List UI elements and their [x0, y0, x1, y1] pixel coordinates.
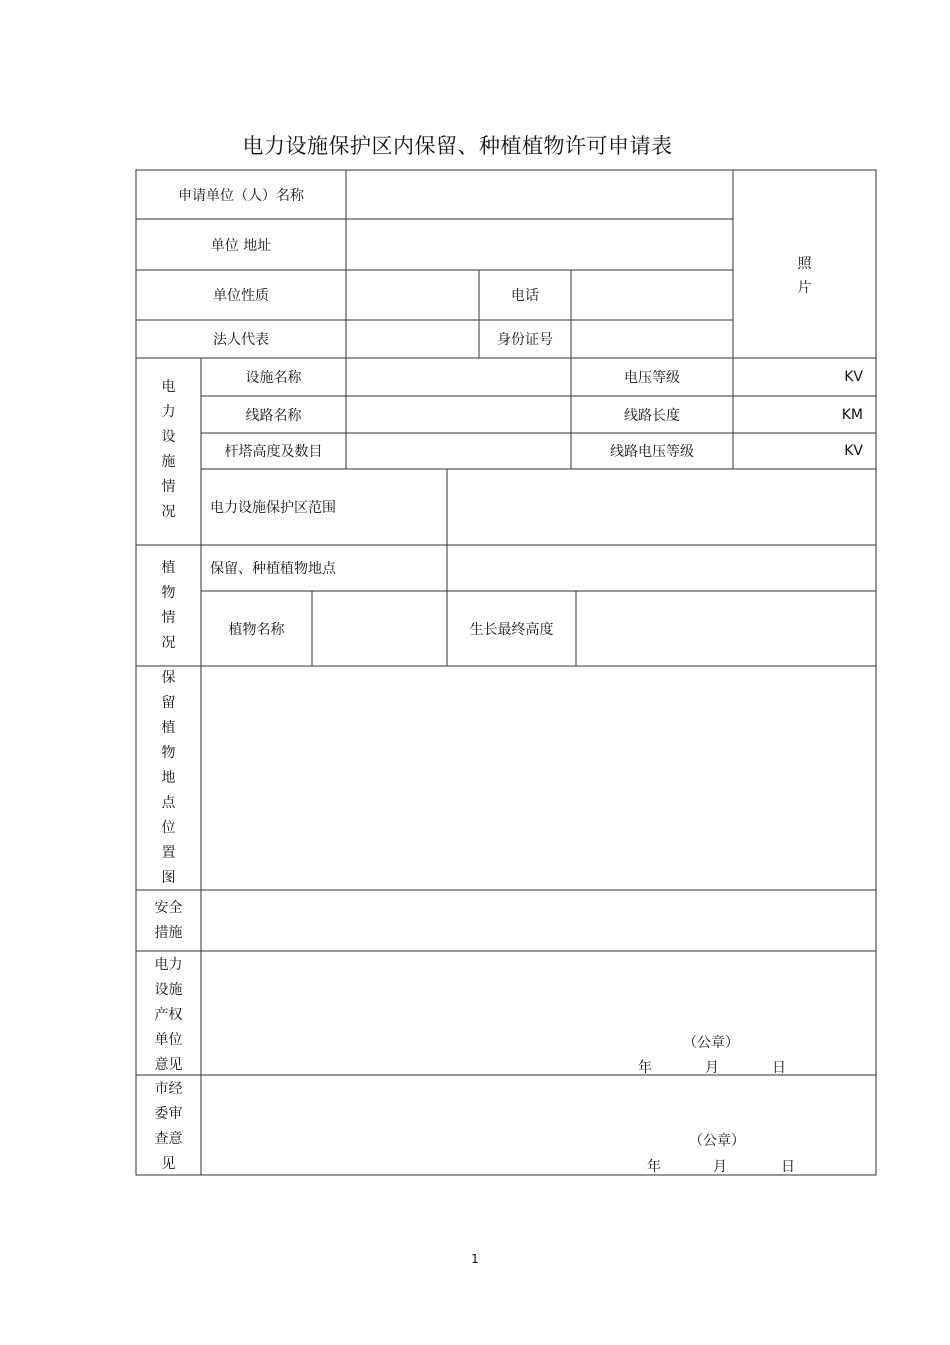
commission-day: 日 — [781, 1159, 795, 1175]
applicant-name-field[interactable] — [346, 170, 733, 219]
safety-label: 安全措施 — [154, 899, 183, 941]
max-height-label: 生长最终高度 — [469, 621, 554, 638]
facility-section-label: 电力设施情况 — [161, 379, 176, 520]
voltage-unit: KV — [844, 369, 863, 385]
plant-name-label: 植物名称 — [228, 621, 285, 638]
commission-seal: （公章） — [689, 1133, 745, 1149]
safety-field[interactable] — [201, 890, 876, 951]
line-length-label: 线路长度 — [624, 407, 680, 424]
owner-seal: （公章） — [683, 1035, 739, 1051]
facility-section-header — [136, 358, 201, 545]
commission-year: 年 — [647, 1159, 661, 1175]
tower-label: 杆塔高度及数目 — [224, 444, 323, 460]
tower-field[interactable] — [346, 433, 571, 469]
nature-label: 单位性质 — [213, 288, 269, 304]
id-field[interactable] — [571, 320, 733, 358]
address-label: 单位 地址 — [210, 237, 272, 254]
voltage-field[interactable] — [733, 358, 876, 396]
map-label: 保留植物地点位置图 — [161, 670, 176, 886]
nature-field[interactable] — [346, 270, 479, 320]
safety-header — [136, 890, 201, 951]
plant-section-label: 植物情况 — [161, 560, 176, 651]
line-length-unit: KM — [841, 406, 863, 423]
applicant-name-label: 申请单位（人）名称 — [178, 187, 304, 204]
plant-name-field[interactable] — [312, 591, 447, 666]
map-field[interactable] — [201, 666, 876, 890]
map-header — [136, 666, 201, 890]
line-voltage-field[interactable] — [733, 433, 876, 469]
commission-month: 月 — [713, 1159, 727, 1175]
owner-opinion-label: 电力设施产权单位意见 — [154, 957, 183, 1073]
commission-opinion-field[interactable] — [201, 1075, 876, 1175]
line-name-field[interactable] — [346, 396, 571, 433]
phone-field[interactable] — [571, 270, 733, 320]
phone-label: 电话 — [511, 288, 539, 304]
page-number: 1 — [471, 1252, 479, 1266]
line-length-field[interactable] — [733, 396, 876, 433]
facility-name-field[interactable] — [346, 358, 571, 396]
legal-rep-field[interactable] — [346, 320, 479, 358]
photo-label: 照片 — [797, 256, 812, 296]
protection-range-field[interactable] — [447, 469, 876, 545]
owner-year: 年 — [638, 1060, 652, 1076]
owner-month: 月 — [705, 1060, 719, 1076]
plant-location-label: 保留、种植植物地点 — [210, 561, 336, 577]
commission-opinion-label: 市经委审查意见 — [154, 1081, 183, 1172]
facility-name-label: 设施名称 — [245, 370, 302, 386]
address-field[interactable] — [346, 219, 733, 270]
owner-opinion-header — [136, 951, 201, 1075]
id-label: 身份证号 — [497, 332, 553, 348]
commission-opinion-header — [136, 1075, 201, 1175]
photo-box[interactable] — [733, 170, 876, 358]
protection-range-label: 电力设施保护区范围 — [210, 500, 336, 516]
voltage-label: 电压等级 — [624, 370, 680, 386]
owner-day: 日 — [772, 1060, 786, 1076]
max-height-field[interactable] — [576, 591, 876, 666]
line-voltage-unit: KV — [844, 443, 863, 459]
line-name-label: 线路名称 — [245, 407, 302, 424]
plant-location-field[interactable] — [447, 545, 876, 591]
line-voltage-label: 线路电压等级 — [610, 444, 694, 460]
plant-section-header — [136, 545, 201, 666]
legal-rep-label: 法人代表 — [213, 332, 269, 348]
form-title: 电力设施保护区内保留、种植植物许可申请表 — [242, 134, 673, 158]
